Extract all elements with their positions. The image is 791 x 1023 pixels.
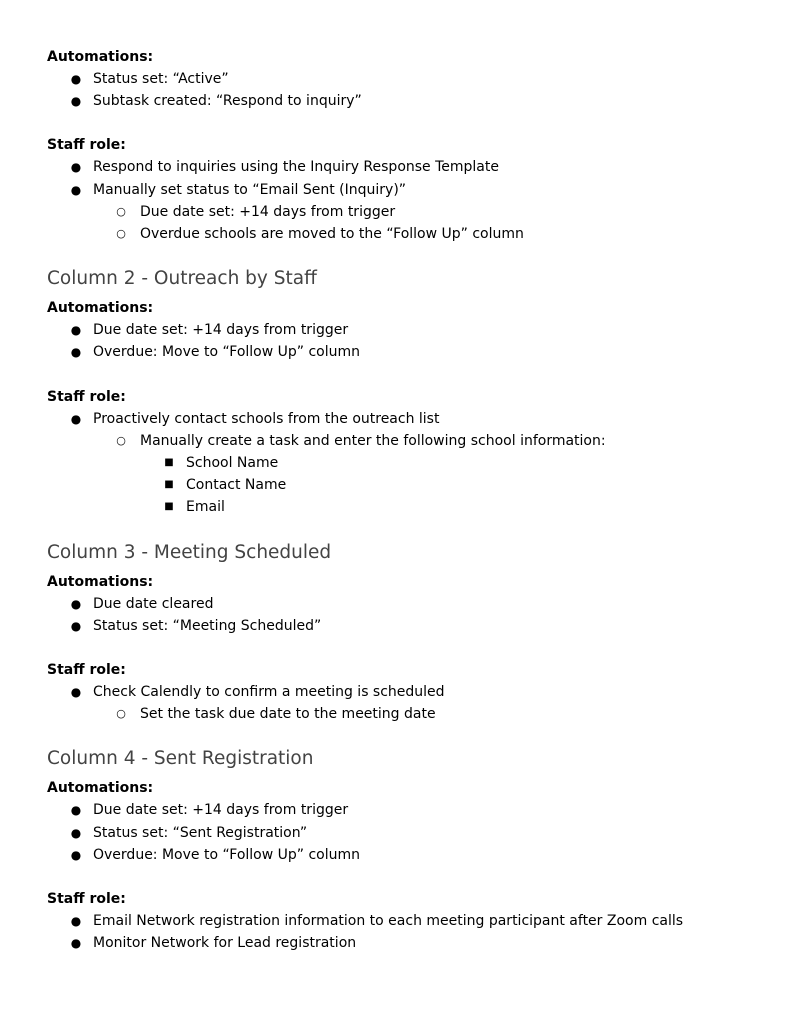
section-heading: Column 2 - Outreach by Staff xyxy=(47,268,317,290)
spacer xyxy=(47,637,767,659)
list-item xyxy=(47,68,767,90)
list-item-text: Set the task due date to the meeting date xyxy=(140,706,436,723)
section xyxy=(47,519,767,726)
list-item xyxy=(47,703,767,725)
list-item-text: Status set: “Sent Registration” xyxy=(93,824,308,841)
list-item-text: Email xyxy=(186,499,225,516)
list-item-text: Status set: “Active” xyxy=(93,71,229,87)
bullet-square-icon: ■ xyxy=(164,457,174,469)
staff-role-label: Staff role: xyxy=(47,662,126,679)
bullet-circle-icon: ○ xyxy=(116,227,126,241)
automations-label: Automations: xyxy=(47,573,154,590)
list-item xyxy=(47,430,767,452)
list-item xyxy=(47,474,767,496)
list-item-text: Subtask created: “Respond to inquiry” xyxy=(93,93,362,110)
automations-label: Automations: xyxy=(47,300,154,317)
list-item xyxy=(47,90,767,112)
bullet-square-icon: ■ xyxy=(164,501,174,513)
automations-label: Automations: xyxy=(47,780,154,797)
list-item xyxy=(47,179,767,201)
list-item-text: Due date set: +14 days from trigger xyxy=(140,203,396,220)
staff-role-list xyxy=(47,408,767,519)
list-item-text: Contact Name xyxy=(186,477,287,494)
list-item xyxy=(47,593,767,615)
list-item xyxy=(47,910,767,932)
list-item xyxy=(47,223,767,245)
automations-list xyxy=(47,319,767,363)
list-item-text: Due date set: +14 days from trigger xyxy=(93,802,349,819)
list-item-text: School Name xyxy=(186,455,279,472)
document-page xyxy=(47,46,767,954)
bullet-disc-icon: ● xyxy=(70,685,82,700)
list-item-text: Check Calendly to confirm a meeting is scheduled xyxy=(93,684,445,701)
spacer xyxy=(47,725,767,747)
section-heading: Column 3 - Meeting Scheduled xyxy=(47,541,332,563)
bullet-disc-icon: ● xyxy=(70,94,82,109)
bullet-disc-icon: ● xyxy=(70,914,82,929)
spacer xyxy=(47,364,767,386)
list-item xyxy=(47,408,767,430)
list-item xyxy=(47,844,767,866)
list-item-text: Respond to inquiries using the Inquiry Response Template xyxy=(93,159,499,176)
list-item xyxy=(47,156,767,178)
bullet-circle-icon: ○ xyxy=(116,433,126,447)
automations-list xyxy=(47,68,767,112)
bullet-disc-icon: ● xyxy=(70,803,82,818)
section xyxy=(47,725,767,954)
bullet-disc-icon: ● xyxy=(70,411,82,426)
spacer xyxy=(47,245,767,267)
list-item xyxy=(47,681,767,703)
list-item xyxy=(47,341,767,363)
bullet-disc-icon: ● xyxy=(70,345,82,360)
automations-list xyxy=(47,799,767,866)
list-item xyxy=(47,496,767,518)
bullet-disc-icon: ● xyxy=(70,323,82,338)
list-item-text: Status set: “Meeting Scheduled” xyxy=(93,617,322,634)
list-item-text: Due date cleared xyxy=(93,595,214,612)
list-item xyxy=(47,452,767,474)
list-item-text: Overdue schools are moved to the “Follow Up” column xyxy=(140,226,524,243)
bullet-square-icon: ■ xyxy=(164,479,174,491)
bullet-disc-icon: ● xyxy=(70,936,82,951)
automations-label: Automations: xyxy=(47,49,154,65)
list-item xyxy=(47,822,767,844)
automations-list xyxy=(47,593,767,637)
list-item-text: Monitor Network for Lead registration xyxy=(93,935,357,952)
staff-role-list xyxy=(47,910,767,954)
list-item-text: Manually create a task and enter the following school information: xyxy=(140,432,606,449)
bullet-disc-icon: ● xyxy=(70,160,82,175)
section-heading: Column 4 - Sent Registration xyxy=(47,748,314,770)
staff-role-list xyxy=(47,681,767,725)
list-item xyxy=(47,201,767,223)
staff-role-list xyxy=(47,156,767,245)
bullet-disc-icon: ● xyxy=(70,825,82,840)
list-item-text: Overdue: Move to “Follow Up” column xyxy=(93,344,361,361)
bullet-disc-icon: ● xyxy=(70,618,82,633)
spacer xyxy=(47,519,767,541)
list-item-text: Proactively contact schools from the outreach list xyxy=(93,410,440,427)
list-item-text: Manually set status to “Email Sent (Inquiry)” xyxy=(93,181,407,198)
list-item-text: Due date set: +14 days from trigger xyxy=(93,322,349,339)
bullet-disc-icon: ● xyxy=(70,596,82,611)
section xyxy=(47,245,767,518)
list-item-text: Overdue: Move to “Follow Up” column xyxy=(93,846,361,863)
list-item xyxy=(47,615,767,637)
list-item xyxy=(47,799,767,821)
section xyxy=(47,46,767,245)
staff-role-label: Staff role: xyxy=(47,137,126,154)
bullet-disc-icon: ● xyxy=(70,847,82,862)
bullet-circle-icon: ○ xyxy=(116,204,126,218)
bullet-circle-icon: ○ xyxy=(116,707,126,721)
list-item-text: Email Network registration information to each meeting participant after Zoom calls xyxy=(93,913,684,930)
bullet-disc-icon: ● xyxy=(70,72,82,86)
spacer xyxy=(47,112,767,134)
staff-role-label: Staff role: xyxy=(47,388,126,405)
list-item xyxy=(47,932,767,954)
spacer xyxy=(47,866,767,888)
bullet-disc-icon: ● xyxy=(70,182,82,197)
list-item xyxy=(47,319,767,341)
staff-role-label: Staff role: xyxy=(47,891,126,908)
